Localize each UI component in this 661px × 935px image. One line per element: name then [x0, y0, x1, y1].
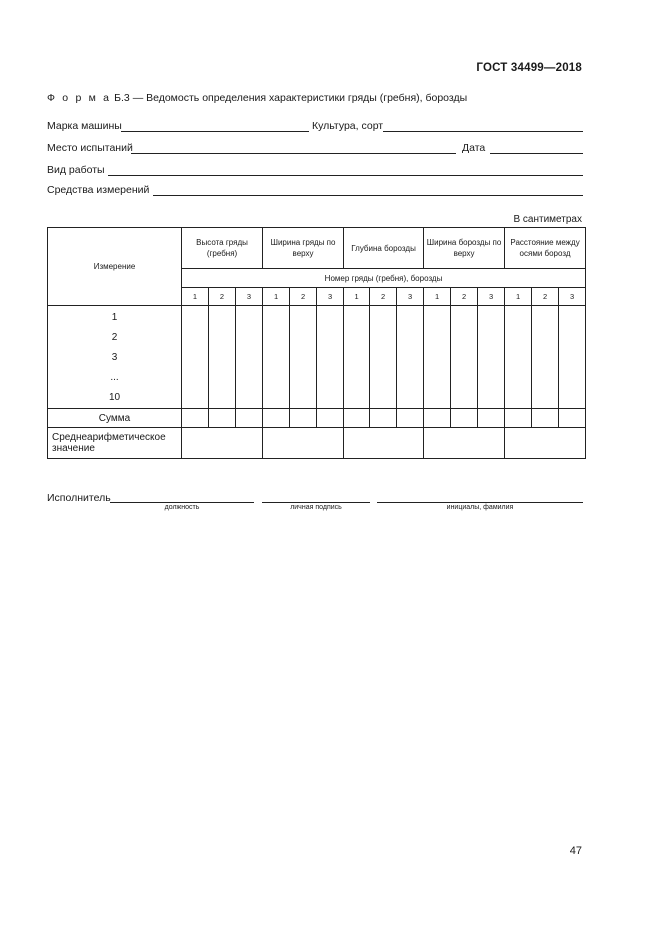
- sum-cell[interactable]: [397, 409, 424, 428]
- data-cell[interactable]: [424, 306, 451, 409]
- average-cell[interactable]: [424, 428, 505, 459]
- date-label: Дата: [462, 142, 486, 154]
- data-cell[interactable]: [505, 306, 532, 409]
- position-caption: должность: [164, 504, 200, 511]
- data-cell[interactable]: [370, 306, 397, 409]
- sub-number: 3: [478, 288, 505, 306]
- sub-number: 2: [451, 288, 478, 306]
- sub-number: 3: [317, 288, 344, 306]
- form-name: Б.3 — Ведомость определения характеристики гряды (гребня), борозды: [114, 92, 468, 104]
- sub-number: 1: [505, 288, 532, 306]
- column-header: Глубина борозды: [344, 228, 424, 269]
- row-labels: [48, 306, 182, 409]
- sum-cell[interactable]: [505, 409, 532, 428]
- column-header: Ширина борозды по верху: [424, 228, 505, 269]
- row-label: 3: [111, 352, 118, 363]
- column-header: Расстояние между осями борозд: [505, 228, 586, 269]
- units-note: В сантиметрах: [513, 214, 582, 225]
- sub-number: 1: [182, 288, 209, 306]
- data-cell[interactable]: [209, 306, 236, 409]
- data-cell[interactable]: [182, 306, 209, 409]
- sum-cell[interactable]: [263, 409, 290, 428]
- form-prefix: Ф о р м а: [47, 92, 112, 104]
- column-header: Высота гряды (гребня): [182, 228, 263, 269]
- data-cell[interactable]: [532, 306, 559, 409]
- average-cell[interactable]: [505, 428, 586, 459]
- sub-number: 2: [209, 288, 236, 306]
- work-type-line[interactable]: [108, 175, 583, 176]
- sub-number: 1: [344, 288, 370, 306]
- column-header: Ширина гряды по верху: [263, 228, 344, 269]
- sum-cell[interactable]: [344, 409, 370, 428]
- page-number: 47: [569, 845, 582, 857]
- signature-caption: личная подпись: [290, 504, 342, 511]
- data-cell[interactable]: [290, 306, 317, 409]
- sum-cell[interactable]: [370, 409, 397, 428]
- number-subheader: Номер гряды (гребня), борозды: [182, 269, 586, 288]
- sub-number: 3: [559, 288, 586, 306]
- measuring-tools-line[interactable]: [153, 195, 583, 196]
- sum-cell[interactable]: [559, 409, 586, 428]
- test-place-label: Место испытаний: [47, 142, 133, 154]
- sum-cell[interactable]: [290, 409, 317, 428]
- row-label: 1: [111, 312, 118, 323]
- data-cell[interactable]: [397, 306, 424, 409]
- measuring-tools-label: Средства измерений: [47, 184, 150, 196]
- sub-number: 1: [424, 288, 451, 306]
- data-cell[interactable]: [451, 306, 478, 409]
- sum-cell[interactable]: [451, 409, 478, 428]
- sum-cell[interactable]: [317, 409, 344, 428]
- row-label: ...: [110, 372, 119, 383]
- position-line[interactable]: [110, 502, 254, 503]
- sub-number: 2: [370, 288, 397, 306]
- signature-line[interactable]: [262, 502, 370, 503]
- sum-cell[interactable]: [478, 409, 505, 428]
- sub-number: 3: [397, 288, 424, 306]
- date-line[interactable]: [490, 153, 583, 154]
- standard-header: ГОСТ 34499—2018: [476, 62, 582, 74]
- sum-cell[interactable]: [236, 409, 263, 428]
- form-title: [47, 92, 467, 104]
- data-cell[interactable]: [317, 306, 344, 409]
- sum-cell[interactable]: [182, 409, 209, 428]
- average-cell[interactable]: [263, 428, 344, 459]
- sum-cell[interactable]: [424, 409, 451, 428]
- average-cell[interactable]: [182, 428, 263, 459]
- test-place-line[interactable]: [131, 153, 456, 154]
- machine-brand-label: Марка машины: [47, 120, 122, 132]
- average-label: Среднеарифметическое значение: [48, 428, 182, 459]
- row-label: 2: [111, 332, 118, 343]
- sub-number: 3: [236, 288, 263, 306]
- sub-number: 2: [290, 288, 317, 306]
- executor-label: Исполнитель: [47, 492, 111, 504]
- measurement-table: [47, 227, 586, 459]
- data-cell[interactable]: [559, 306, 586, 409]
- data-cell[interactable]: [344, 306, 370, 409]
- initials-caption: инициалы, фамилия: [446, 504, 514, 511]
- sub-number: 2: [532, 288, 559, 306]
- sum-cell[interactable]: [209, 409, 236, 428]
- row-label: 10: [108, 392, 121, 403]
- measurement-header: Измерение: [48, 228, 182, 306]
- sub-number: 1: [263, 288, 290, 306]
- crop-variety-line[interactable]: [383, 131, 583, 132]
- average-cell[interactable]: [344, 428, 424, 459]
- data-cell[interactable]: [478, 306, 505, 409]
- work-type-label: Вид работы: [47, 164, 105, 176]
- initials-line[interactable]: [377, 502, 583, 503]
- machine-brand-line[interactable]: [121, 131, 309, 132]
- data-cell[interactable]: [236, 306, 263, 409]
- sum-cell[interactable]: [532, 409, 559, 428]
- crop-variety-label: Культура, сорт: [312, 120, 384, 132]
- data-cell[interactable]: [263, 306, 290, 409]
- sum-label: Сумма: [48, 409, 182, 428]
